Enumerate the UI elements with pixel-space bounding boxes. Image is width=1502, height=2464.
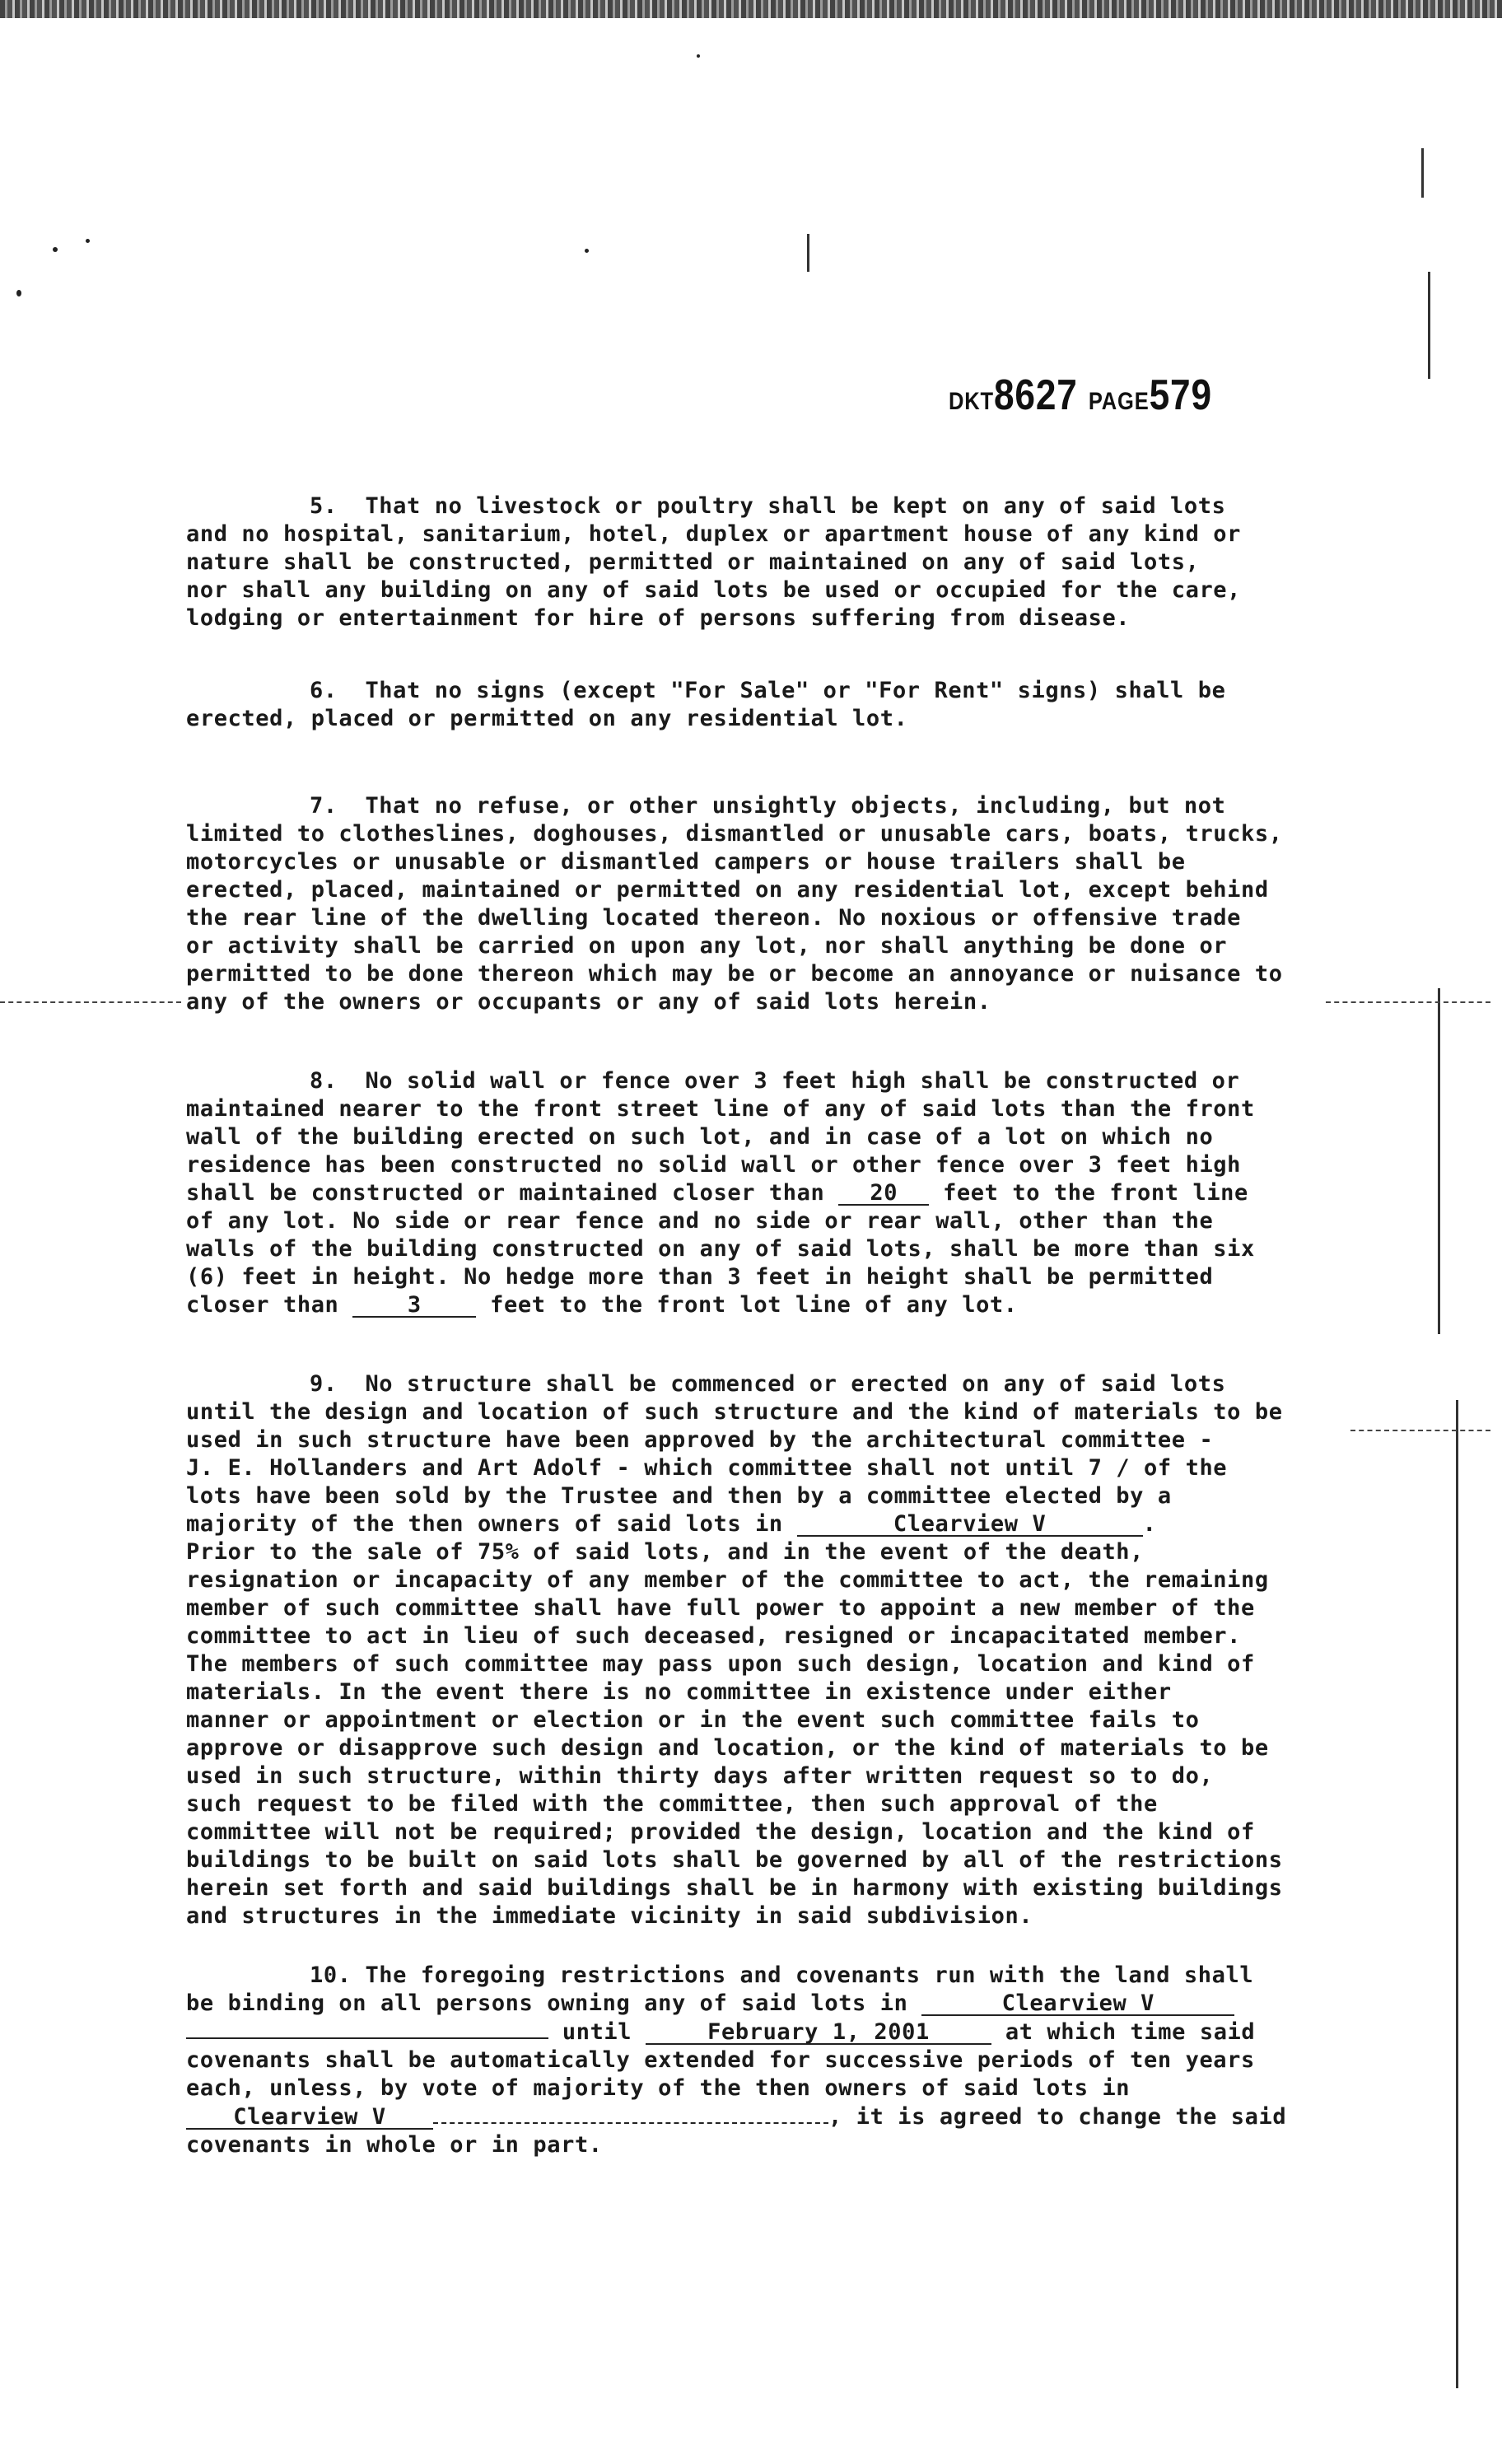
page-prefix: PAGE	[1088, 388, 1150, 415]
blank-line	[186, 2018, 548, 2039]
scan-mark	[1438, 988, 1440, 1334]
paragraph-number: 5.	[310, 493, 338, 519]
paragraph-10	[186, 1962, 1322, 2159]
scan-mark	[807, 234, 809, 272]
fill-subdivision: Clearview V	[797, 1514, 1143, 1537]
text-line: any of the owners or occupants or any of said lots herein.	[186, 989, 991, 1015]
fill-date: February 1, 2001	[646, 2022, 991, 2045]
text-line: lodging or entertainment for hire of persons suffering from disease.	[186, 605, 1131, 631]
scan-speck	[697, 54, 700, 58]
text-line: maintained nearer to the front street line of any of said lots than the front	[186, 1096, 1255, 1122]
text-line: used in such structure have been approved by the architectural committee -	[186, 1427, 1214, 1453]
scan-mark	[1421, 148, 1424, 198]
text-line: erected, placed, maintained or permitted on any residential lot, except behind	[186, 877, 1269, 903]
paragraph-6	[186, 677, 1322, 733]
text-line: committee will not be required; provided the design, location and the kind of	[186, 1819, 1255, 1845]
text-line: nature shall be constructed, permitted or maintained on any of said lots,	[186, 549, 1200, 575]
text-line: manner or appointment or election or in the event such committee fails to	[186, 1707, 1200, 1733]
scan-mark	[1456, 1400, 1458, 2388]
text-line: residence has been constructed no solid wall or other fence over 3 feet high	[186, 1152, 1242, 1178]
text-line: No structure shall be commenced or erected on any of said lots	[365, 1371, 1226, 1397]
text-line: at which time said	[1005, 2019, 1256, 2045]
text-line: used in such structure, within thirty days after written request so to do,	[186, 1763, 1214, 1789]
text-line: herein set forth and said buildings shall be in harmony with existing buildings	[186, 1875, 1283, 1901]
text-line: feet to the front line	[943, 1180, 1248, 1206]
paragraph-number: 10.	[310, 1962, 352, 1988]
text-line: That no signs (except "For Sale" or "For Rent" signs) shall be	[365, 678, 1226, 703]
text-line: wall of the building erected on such lot, and in case of a lot on which no	[186, 1124, 1214, 1150]
text-line: of any lot. No side or rear fence and no side or rear wall, other than the	[186, 1208, 1214, 1234]
text-line: That no refuse, or other unsightly objects, including, but not	[365, 793, 1226, 819]
book-prefix: DKT	[949, 388, 994, 415]
text-line: erected, placed or permitted on any residential lot.	[186, 706, 908, 731]
text-line: limited to clotheslines, doghouses, dismantled or unusable cars, boats, trucks,	[186, 821, 1283, 847]
scan-mark	[1428, 272, 1430, 379]
paragraph-number: 6.	[310, 678, 338, 703]
fill-subdivision-1: Clearview V	[921, 1993, 1234, 2016]
paragraph-5	[186, 492, 1322, 632]
text-line: and structures in the immediate vicinity in said subdivision.	[186, 1903, 1033, 1929]
text-line: resignation or incapacity of any member of the committee to act, the remaining	[186, 1567, 1269, 1593]
text-line: (6) feet in height. No hedge more than 3 feet in height shall be permitted	[186, 1264, 1214, 1290]
text-line: member of such committee shall have full power to appoint a new member of the	[186, 1595, 1255, 1621]
text-line: nor shall any building on any of said lots be used or occupied for the care,	[186, 577, 1242, 603]
page-number: 579	[1149, 371, 1212, 419]
text-line: permitted to be done thereon which may be or become an annoyance or nuisance to	[186, 961, 1283, 987]
paragraph-number: 8.	[310, 1068, 338, 1094]
scan-speck	[585, 249, 589, 253]
paragraph-8	[186, 1067, 1322, 1319]
text-line: or activity shall be carried on upon any lot, nor shall anything be done or	[186, 933, 1228, 959]
scan-speck	[86, 239, 90, 243]
scan-speck	[16, 290, 21, 296]
text-line: covenants in whole or in part.	[186, 2132, 603, 2158]
blank-line	[433, 2102, 828, 2124]
fill-front-line-feet: 20	[838, 1183, 929, 1206]
text-line: until	[562, 2019, 632, 2045]
text-line: buildings to be built on said lots shall be governed by all of the restrictions	[186, 1847, 1283, 1873]
text-line: lots have been sold by the Trustee and then by a committee elected by a	[186, 1483, 1172, 1509]
text-line: such request to be filed with the committee, then such approval of the	[186, 1791, 1158, 1817]
text-line: motorcycles or unusable or dismantled campers or house trailers shall be	[186, 849, 1186, 875]
text-line: No solid wall or fence over 3 feet high shall be constructed or	[365, 1068, 1240, 1094]
paragraph-7	[186, 792, 1322, 1016]
text-line: until the design and location of such structure and the kind of materials to be	[186, 1399, 1283, 1425]
text-line: Prior to the sale of 75% of said lots, and in the event of the death,	[186, 1539, 1145, 1565]
text-line: majority of the then owners of said lots in	[186, 1511, 783, 1537]
paragraph-number: 9.	[310, 1371, 338, 1397]
text-line: , it is agreed to change the said	[828, 2104, 1287, 2130]
text-line: closer than	[186, 1292, 339, 1318]
text-line: committee to act in lieu of such deceased, resigned or incapacitated member.	[186, 1623, 1242, 1649]
fill-hedge-feet: 3	[352, 1295, 476, 1318]
text-line: each, unless, by vote of majority of the then owners of said lots in	[186, 2075, 1131, 2101]
fill-subdivision-2: Clearview V	[186, 2107, 433, 2130]
text-line: walls of the building constructed on any of said lots, shall be more than six	[186, 1236, 1255, 1262]
text-line: be binding on all persons owning any of said lots in	[186, 1990, 908, 2016]
scan-edge-band	[0, 0, 1502, 18]
margin-dash-left	[0, 1001, 181, 1003]
paragraph-9: 9. No structure shall be commenced or erected on any of said lots until the design and location of such structure and the kind of materials to be used in such structure have been approved by the architectural committee - J. E. Hollanders and Art Adolf - which committee shall not until 7 / of the lots have been sold by the Trustee and then by a committee elected by a majority of the then owners of said lots in Clearview V . Prior to the sale of 75% of said lots, and in the event of the death, resignation or incapacity of any member of the committee to act, the remaining member of such committee shall have full power to appoint a new member of the committee to act in lieu of such deceased, resigned or incapacitated member. The members of such committee may pass upon such design, location and kind of materials. In the event there is no committee in existence under either manner or appointment or election or in the event such committee fails to approve or disapprove such design and location, or the kind of materials to be used in such structure, within thirty days after written request so to do, such request to be filed with the committee, then such approval of the committee will not be required; provided the design, location and the kind of buildings to be built on said lots shall be governed by all of the restrictions herein set forth and said buildings shall be in harmony with existing buildings and structures in the immediate vicinity in said subdivision.	[186, 1371, 1283, 1929]
text-line: The foregoing restrictions and covenants run with the land shall	[365, 1962, 1254, 1988]
text-line: the rear line of the dwelling located thereon. No noxious or offensive trade	[186, 905, 1242, 931]
text-line: approve or disapprove such design and location, or the kind of materials to be	[186, 1735, 1269, 1761]
scan-speck	[53, 247, 58, 252]
text-line: feet to the front lot line of any lot.	[490, 1292, 1018, 1318]
text-line: The members of such committee may pass upon such design, location and kind of	[186, 1651, 1255, 1677]
text-line: and no hospital, sanitarium, hotel, duplex or apartment house of any kind or	[186, 521, 1242, 547]
text-line: That no livestock or poultry shall be kept on any of said lots	[365, 493, 1226, 519]
book-page-reference	[949, 371, 1212, 420]
paragraph-number: 7.	[310, 793, 338, 819]
text-line: shall be constructed or maintained closer than	[186, 1180, 825, 1206]
text-line: materials. In the event there is no committee in existence under either	[186, 1679, 1172, 1705]
book-number: 8627	[993, 371, 1078, 419]
margin-dash-right	[1326, 1001, 1490, 1003]
text-line: J. E. Hollanders and Art Adolf - which committee shall not until 7 / of the	[186, 1455, 1228, 1481]
margin-dash-right	[1350, 1430, 1490, 1431]
text-line: covenants shall be automatically extended for successive periods of ten years	[186, 2047, 1255, 2073]
